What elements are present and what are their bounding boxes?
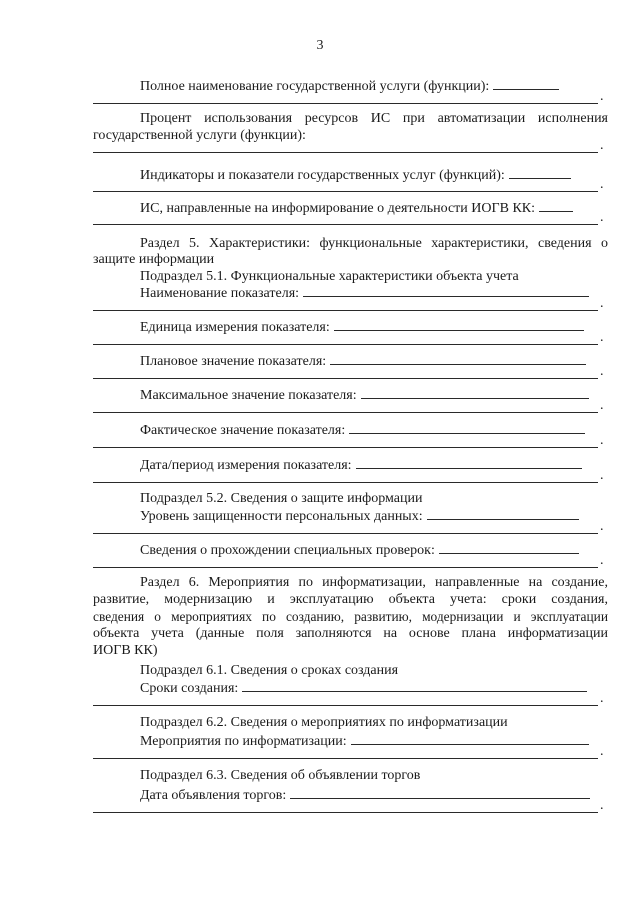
line-end-dot: .: [600, 177, 604, 192]
line-end-dot: .: [600, 433, 604, 448]
actual-value-line[interactable]: [93, 447, 598, 448]
unit-label: Единица измерения показателя:: [140, 318, 584, 336]
line-end-dot: .: [600, 89, 604, 104]
line-end-dot: .: [600, 296, 604, 311]
subsection-6-2-heading: Подраздел 6.2. Сведения о мероприятиях по информатизации: [140, 715, 508, 730]
section-6-heading-4: объекта учета (данные поля заполняются на основе плана информатизации: [93, 626, 608, 641]
line-end-dot: .: [600, 398, 604, 413]
line-end-dot: .: [600, 210, 604, 225]
resources-percent-line[interactable]: [93, 152, 598, 153]
is-informing-line[interactable]: [93, 224, 598, 225]
line-end-dot: .: [600, 330, 604, 345]
max-value-label: Максимальное значение показателя:: [140, 386, 589, 404]
section-5-heading-2: защите информации: [93, 252, 215, 267]
unit-line[interactable]: [93, 344, 598, 345]
creation-dates-label: Сроки создания:: [140, 679, 587, 697]
subsection-5-1-heading: Подраздел 5.1. Функциональные характеристики объекта учета: [140, 269, 519, 284]
line-end-dot: .: [600, 744, 604, 759]
special-checks-label: Сведения о прохождении специальных проверок:: [140, 541, 579, 559]
measure-date-label: Дата/период измерения показателя:: [140, 456, 582, 474]
resources-percent-label-2: государственной услуги (функции):: [93, 128, 306, 143]
service-name-label: Полное наименование государственной услуги (функции):: [140, 77, 559, 95]
section-6-heading-5: ИОГВ КК): [93, 643, 158, 658]
section-6-heading-3: сведения о мероприятиях по созданию, развитию, модернизации и эксплуатации: [93, 609, 608, 624]
resources-percent-label-1: Процент использования ресурсов ИС при автоматизации исполнения: [140, 111, 608, 126]
indicator-name-line[interactable]: [93, 310, 598, 311]
pd-security-level-label: Уровень защищенности персональных данных:: [140, 507, 579, 525]
line-end-dot: .: [600, 364, 604, 379]
subsection-6-3-heading: Подраздел 6.3. Сведения об объявлении торгов: [140, 768, 421, 783]
tender-date-line[interactable]: [93, 812, 598, 813]
section-6-heading-1: Раздел 6. Мероприятия по информатизации, направленные на создание,: [140, 575, 608, 590]
planned-value-line[interactable]: [93, 378, 598, 379]
line-end-dot: .: [600, 691, 604, 706]
planned-value-label: Плановое значение показателя:: [140, 352, 586, 370]
indicator-name-label: Наименование показателя:: [140, 284, 589, 302]
tender-date-label: Дата объявления торгов:: [140, 786, 590, 804]
line-end-dot: .: [600, 798, 604, 813]
creation-dates-line[interactable]: [93, 705, 598, 706]
section-5-heading-1: Раздел 5. Характеристики: функциональные характеристики, сведения о: [140, 236, 608, 251]
line-end-dot: .: [600, 553, 604, 568]
informatization-events-line[interactable]: [93, 758, 598, 759]
section-6-heading-2: развитие, модернизацию и эксплуатацию объекта учета: сроки создания,: [93, 592, 608, 607]
actual-value-label: Фактическое значение показателя:: [140, 421, 585, 439]
indicators-line[interactable]: [93, 191, 598, 192]
line-end-dot: .: [600, 519, 604, 534]
line-end-dot: .: [600, 138, 604, 153]
indicators-label: Индикаторы и показатели государственных услуг (функций):: [140, 166, 571, 184]
max-value-line[interactable]: [93, 412, 598, 413]
line-end-dot: .: [600, 468, 604, 483]
special-checks-line[interactable]: [93, 567, 598, 568]
is-informing-label: ИС, направленные на информирование о деятельности ИОГВ КК:: [140, 199, 573, 217]
pd-security-level-line[interactable]: [93, 533, 598, 534]
service-name-line[interactable]: [93, 103, 598, 104]
measure-date-line[interactable]: [93, 482, 598, 483]
page-number: 3: [316, 38, 324, 53]
informatization-events-label: Мероприятия по информатизации:: [140, 732, 589, 750]
subsection-5-2-heading: Подраздел 5.2. Сведения о защите информации: [140, 491, 423, 506]
subsection-6-1-heading: Подраздел 6.1. Сведения о сроках создания: [140, 663, 399, 678]
